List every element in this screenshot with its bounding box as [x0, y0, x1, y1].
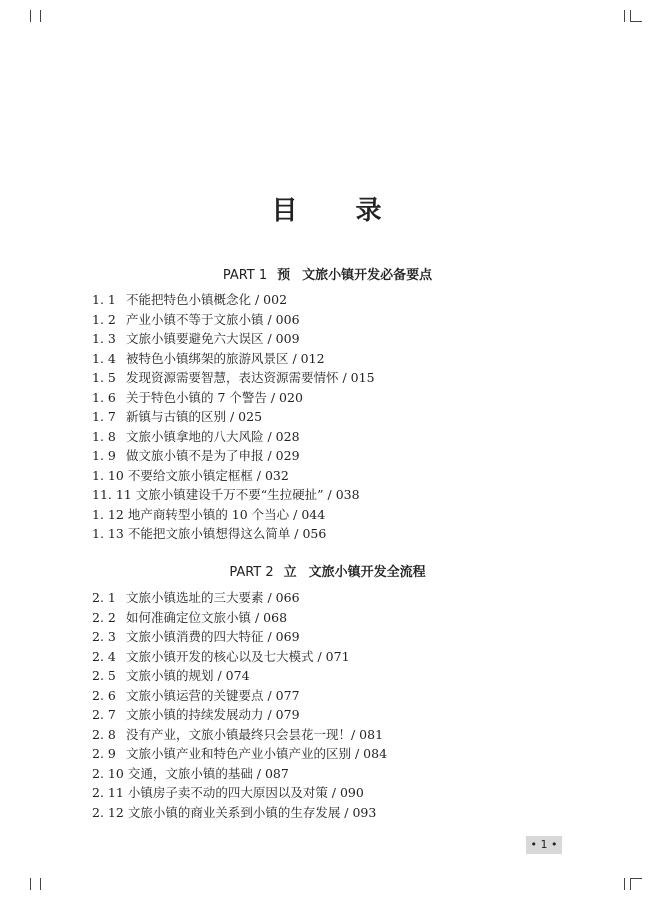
toc-entry-number: 1. 5	[92, 370, 116, 385]
toc-entry-number: 1. 6	[92, 389, 116, 405]
toc-entry-number: 1. 3	[92, 331, 116, 346]
toc-entry-number: 2. 1	[92, 590, 116, 605]
toc-entry-number: 1. 4	[92, 350, 116, 366]
toc-entry[interactable]	[92, 803, 387, 823]
toc-entry-number: 11. 11	[92, 487, 132, 502]
toc-entry[interactable]	[92, 588, 387, 608]
toc-entry-title: 文旅小镇的商业关系到小镇的生存发展 / 093	[127, 804, 377, 820]
crop-mark-bottom-left-v2	[40, 878, 41, 890]
toc-entry-number: 2. 11	[92, 785, 124, 800]
toc-entry-title: 如何准确定位文旅小镇 / 068	[126, 609, 288, 625]
toc-entry-title: 文旅小镇拿地的八大风险 / 028	[126, 428, 300, 444]
crop-mark-bottom-right-v2	[630, 878, 631, 890]
toc-entry[interactable]	[92, 647, 387, 667]
part-name: 文旅小镇开发全流程	[308, 565, 426, 580]
toc-entry-number: 2. 12	[92, 804, 124, 820]
toc-entry[interactable]	[92, 524, 375, 544]
toc-entry-title: 发现资源需要智慧，表达资源需要情怀 / 015	[126, 370, 375, 385]
part-label: PART 1	[222, 268, 268, 283]
part-marker: 立	[283, 565, 297, 580]
toc-entry-title: 交通，文旅小镇的基础 / 087	[127, 765, 289, 781]
toc-entry[interactable]	[92, 686, 387, 706]
part-2-toc	[92, 588, 387, 822]
toc-entry[interactable]	[92, 368, 375, 388]
toc-entry[interactable]	[92, 764, 387, 784]
toc-entry[interactable]	[92, 627, 387, 647]
toc-entry-title: 文旅小镇建设千万不要“生拉硬扯” / 038	[135, 487, 360, 502]
toc-entry[interactable]	[92, 466, 375, 486]
part-1-heading	[0, 264, 655, 283]
toc-entry-title: 文旅小镇要避免六大误区 / 009	[126, 331, 300, 346]
toc-entry-number: 2. 2	[92, 609, 116, 625]
toc-entry-number: 2. 10	[92, 765, 124, 781]
part-1-toc	[92, 290, 375, 544]
toc-entry-number: 1. 10	[92, 467, 124, 483]
part-label: PART 2	[229, 565, 274, 580]
toc-entry-number: 2. 5	[92, 668, 116, 683]
toc-entry-title: 新镇与古镇的区别 / 025	[126, 409, 263, 424]
toc-entry[interactable]	[92, 783, 387, 803]
toc-entry-title: 小镇房子卖不动的四大原因以及对策 / 090	[127, 785, 364, 800]
toc-entry-title: 文旅小镇产业和特色产业小镇产业的区别 / 084	[126, 746, 388, 761]
toc-entry-number: 1. 7	[92, 409, 116, 424]
toc-entry[interactable]	[92, 388, 375, 408]
title-char-2: 录	[355, 196, 384, 226]
toc-entry[interactable]	[92, 666, 387, 686]
page-number: • 1 •	[526, 836, 562, 854]
toc-entry-number: 2. 8	[92, 726, 116, 742]
toc-entry[interactable]	[92, 290, 375, 310]
part-marker: 预	[277, 268, 291, 283]
toc-entry-title: 被特色小镇绑架的旅游风景区 / 012	[126, 350, 325, 366]
toc-entry-title: 关于特色小镇的 7 个警告 / 020	[126, 389, 303, 405]
toc-entry[interactable]	[92, 407, 375, 427]
toc-entry-title: 文旅小镇运营的关键要点 / 077	[126, 687, 300, 703]
toc-entry[interactable]	[92, 446, 375, 466]
toc-entry-number: 1. 9	[92, 448, 116, 463]
toc-entry-title: 没有产业，文旅小镇最终只会昙花一现！/ 081	[126, 726, 384, 742]
toc-entry-number: 2. 7	[92, 707, 116, 722]
part-name: 文旅小镇开发必备要点	[302, 268, 433, 283]
toc-entry-number: 1. 8	[92, 428, 116, 444]
crop-mark-bottom-left-v	[30, 878, 31, 890]
toc-entry-number: 2. 4	[92, 648, 116, 664]
crop-mark-top-right-h	[630, 21, 642, 22]
crop-mark-bottom-right-v	[624, 878, 625, 890]
toc-entry-number: 1. 2	[92, 311, 116, 327]
toc-entry-title: 地产商转型小镇的 10 个当心 / 044	[127, 506, 326, 522]
toc-entry-number: 1. 12	[92, 506, 124, 522]
toc-entry[interactable]	[92, 485, 375, 505]
toc-entry-title: 文旅小镇消费的四大特征 / 069	[126, 629, 300, 644]
toc-entry[interactable]	[92, 705, 387, 725]
page-title	[0, 190, 655, 227]
toc-entry-number: 1. 13	[92, 526, 124, 541]
toc-entry-number: 1. 1	[92, 292, 116, 307]
crop-mark-bottom-right-h	[630, 878, 642, 879]
toc-entry-number: 2. 3	[92, 629, 116, 644]
crop-mark-top-right-v	[624, 10, 625, 22]
toc-entry[interactable]	[92, 744, 387, 764]
toc-entry-title: 文旅小镇选址的三大要素 / 066	[126, 590, 300, 605]
toc-entry-title: 文旅小镇的持续发展动力 / 079	[126, 707, 300, 722]
toc-entry-title: 文旅小镇的规划 / 074	[126, 668, 250, 683]
toc-entry[interactable]	[92, 725, 387, 745]
toc-entry[interactable]	[92, 505, 375, 525]
crop-mark-top-left-v	[30, 10, 31, 22]
crop-mark-top-right-v2	[630, 10, 631, 22]
toc-entry[interactable]	[92, 427, 375, 447]
toc-entry-title: 做文旅小镇不是为了申报 / 029	[126, 448, 300, 463]
toc-entry-title: 不要给文旅小镇定框框 / 032	[127, 467, 289, 483]
toc-entry-number: 2. 6	[92, 687, 116, 703]
toc-entry-number: 2. 9	[92, 746, 116, 761]
toc-entry-title: 不能把文旅小镇想得这么简单 / 056	[127, 526, 327, 541]
toc-entry[interactable]	[92, 608, 387, 628]
part-2-heading	[0, 561, 655, 580]
toc-entry[interactable]	[92, 349, 375, 369]
toc-entry-title: 不能把特色小镇概念化 / 002	[126, 292, 288, 307]
toc-entry[interactable]	[92, 310, 375, 330]
crop-mark-top-left-v2	[40, 10, 41, 22]
title-char-1: 目	[271, 196, 300, 226]
toc-entry[interactable]	[92, 329, 375, 349]
toc-entry-title: 文旅小镇开发的核心以及七大模式 / 071	[126, 648, 350, 664]
toc-entry-title: 产业小镇不等于文旅小镇 / 006	[126, 311, 300, 327]
